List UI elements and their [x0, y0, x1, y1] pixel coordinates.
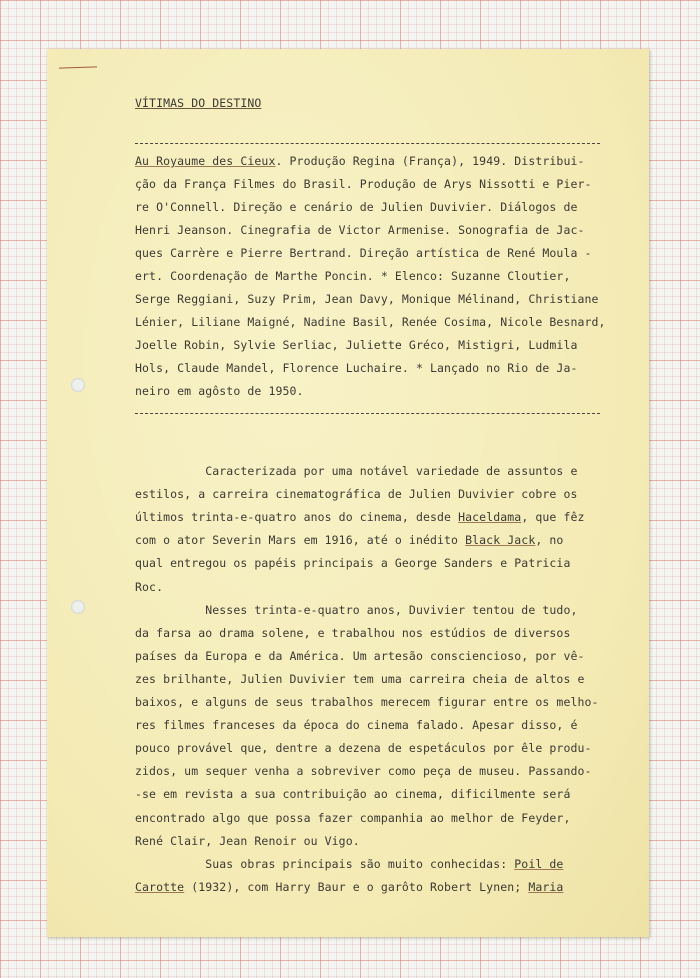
film-title: Au Royaume des Cieux — [135, 154, 276, 168]
text-run: Hols, Claude Mandel, Florence Luchaire. * Lançado no Rio de Ja- — [135, 361, 578, 375]
text-run: estilos, a carreira cinematográfica de Julien Duvivier cobre os — [135, 487, 578, 502]
body-line — [135, 558, 570, 570]
credits-line — [135, 179, 592, 191]
body-line — [135, 535, 563, 547]
body-line — [135, 489, 578, 501]
divider-top — [135, 143, 600, 144]
body-line — [135, 671, 585, 686]
body-line — [135, 625, 571, 640]
credits-line — [135, 363, 578, 375]
text-run: da farsa ao drama solene, e trabalhou nos estúdios de diversos — [135, 625, 571, 640]
body-line — [135, 466, 578, 478]
text-run: res filmes franceses da época do cinema falado. Apesar disso, é — [135, 718, 578, 733]
text-run: zidos, um sequer venha a sobreviver como peça de museu. Passando- — [135, 764, 592, 779]
film-title: Poil de — [514, 856, 564, 871]
credits-line — [135, 202, 578, 214]
text-run: Nesses trinta-e-quatro anos, Duvivier tentou de tudo, — [135, 602, 578, 617]
text-run: René Clair, Jean Renoir ou Vigo. — [135, 833, 360, 848]
text-run: Roc. — [135, 579, 164, 594]
film-title: Carotte — [135, 879, 185, 894]
body-line — [135, 789, 570, 801]
typewritten-page — [47, 49, 649, 937]
body-line — [135, 879, 564, 894]
film-title: Black Jack — [465, 533, 536, 548]
credits-line — [135, 294, 599, 306]
credits-line — [135, 340, 578, 352]
body-line — [135, 810, 571, 825]
body-line — [135, 602, 578, 617]
punch-hole — [71, 600, 85, 614]
credits-line — [135, 248, 592, 260]
body-line — [135, 512, 585, 524]
body-line — [135, 743, 592, 755]
divider-bottom — [135, 413, 600, 414]
body-line — [135, 579, 164, 594]
text-run: -se em revista a sua contribuição ao cinema, dificilmente será — [135, 787, 571, 802]
text-run: ert. Coordenação de Marthe Poncin. * Elenco: Suzanne Cloutier, — [135, 269, 571, 283]
text-run: , no — [535, 533, 564, 548]
credits-line — [135, 271, 570, 283]
credits-line — [135, 225, 585, 237]
text-run: pouco provável que, dentre a dezena de espetáculos por êle produ- — [135, 741, 592, 756]
text-run: Henri Jeanson. Cinegrafia de Victor Armenise. Sonografia de Jac- — [135, 223, 585, 237]
text-run: zes brilhante, Julien Duvivier tem uma carreira cheia de altos e — [135, 671, 585, 686]
text-run: últimos trinta-e-quatro anos do cinema, desde — [135, 510, 459, 525]
text-run: Caracterizada por uma notável variedade de assuntos e — [135, 464, 578, 478]
credits-line — [135, 386, 304, 398]
text-run: . Produção Regina (França), 1949. Distribui- — [275, 154, 585, 168]
text-run: Serge Reggiani, Suzy Prim, Jean Davy, Monique Mélinand, Christiane — [135, 292, 599, 306]
credits-line — [135, 317, 606, 329]
body-line — [135, 833, 360, 848]
text-run: re O'Connell. Direção e cenário de Julien Duvivier. Diálogos de — [135, 200, 578, 214]
body-line — [135, 697, 599, 709]
text-run: qual entregou os papéis principais a George Sanders e Patricia — [135, 556, 571, 571]
punch-hole — [71, 378, 85, 392]
text-run: , que fêz — [521, 510, 585, 525]
text-run: baixos, e alguns de seus trabalhos merecem figurar entre os melho- — [135, 695, 599, 709]
text-run: encontrado algo que possa fazer companhia ao melhor de Feyder, — [135, 810, 571, 825]
page-title: VÍTIMAS DO DESTINO — [135, 96, 262, 110]
body-line — [135, 648, 585, 663]
text-run: Suas obras principais são muito conhecidas: — [135, 856, 515, 871]
text-run: Lénier, Liliane Maigné, Nadine Basil, Renée Cosima, Nicole Besnard, — [135, 315, 606, 329]
text-run: com o ator Severin Mars em 1916, até o inédito — [135, 533, 466, 548]
text-run: ção da França Filmes do Brasil. Produção de Arys Nissotti e Pier- — [135, 177, 592, 191]
film-title: Haceldama — [458, 510, 522, 525]
text-run: (1932), com Harry Baur e o garôto Robert Lynen; — [184, 879, 529, 894]
body-line — [135, 856, 564, 871]
text-run: países da Europa e da América. Um artesão consciencioso, por vê- — [135, 648, 585, 663]
credits-line — [135, 156, 585, 168]
pencil-mark — [59, 66, 97, 68]
text-run: ques Carrère e Pierre Bertrand. Direção artística de René Moula - — [135, 246, 592, 260]
film-title: Maria — [528, 879, 564, 894]
body-line — [135, 720, 578, 732]
text-run: Joelle Robin, Sylvie Serliac, Juliette Gréco, Mistigri, Ludmila — [135, 338, 578, 352]
text-run: neiro em agôsto de 1950. — [135, 384, 304, 398]
body-line — [135, 766, 592, 778]
